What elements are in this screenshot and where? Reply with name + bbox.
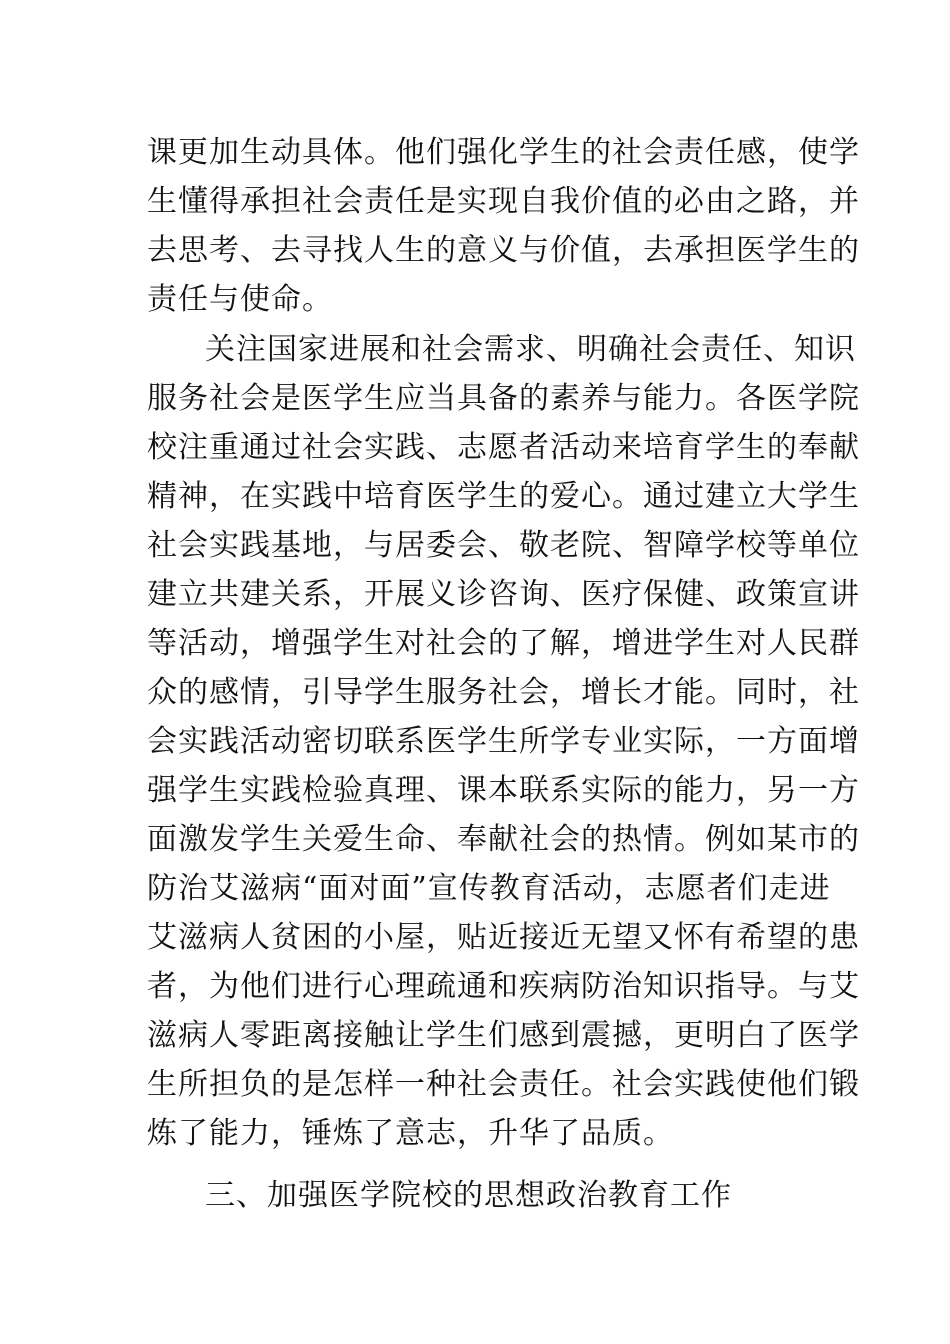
- text-line: 众的感情，引导学生服务社会，增长才能。同时，社: [147, 675, 860, 710]
- text-line: 社会实践基地，与居委会、敬老院、智障学校等单位: [147, 528, 860, 563]
- text-line: 去思考、去寻找人生的意义与价值，去承担医学生的: [147, 233, 860, 268]
- text-line: 滋病人零距离接触让学生们感到震撼，更明白了医学: [147, 1018, 860, 1053]
- heading-text: 三、加强医学院校的思想政治教育工作: [205, 1178, 732, 1213]
- text-line: 等活动，增强学生对社会的了解，增进学生对人民群: [147, 626, 860, 661]
- text-line: 精神，在实践中培育医学生的爱心。通过建立大学生: [147, 479, 860, 514]
- text-line: 者，为他们进行心理疏通和疾病防治知识指导。与艾: [147, 969, 860, 1004]
- text-line: 校注重通过社会实践、志愿者活动来培育学生的奉献: [147, 430, 860, 465]
- paragraph-continuation: [147, 128, 860, 324]
- text-line: 建立共建关系，开展义诊咨询、医疗保健、政策宣讲: [147, 577, 860, 612]
- text-line: 会实践活动密切联系医学生所学专业实际，一方面增: [147, 724, 860, 759]
- text-line: 防治艾滋病“面对面”宣传教育活动，志愿者们走进: [147, 871, 831, 906]
- text-line: 关注国家进展和社会需求、明确社会责任、知识: [205, 332, 856, 367]
- text-line: 生懂得承担社会责任是实现自我价值的必由之路，并: [147, 184, 860, 219]
- text-line: 服务社会是医学生应当具备的素养与能力。各医学院: [147, 381, 860, 416]
- text-line: 艾滋病人贫困的小屋，贴近接近无望又怀有希望的患: [147, 920, 860, 955]
- text-line: 强学生实践检验真理、课本联系实际的能力，另一方: [147, 773, 860, 808]
- text-line: 面激发学生关爱生命、奉献社会的热情。例如某市的: [147, 822, 860, 857]
- text-line: 责任与使命。: [147, 282, 333, 317]
- paragraph-social-practice: [147, 325, 860, 1158]
- text-line: 炼了能力，锤炼了意志，升华了品质。: [147, 1116, 674, 1151]
- section-heading: [147, 1171, 807, 1220]
- text-line: 课更加生动具体。他们强化学生的社会责任感，使学: [147, 135, 860, 170]
- text-line: 生所担负的是怎样一种社会责任。社会实践使他们锻: [147, 1067, 860, 1102]
